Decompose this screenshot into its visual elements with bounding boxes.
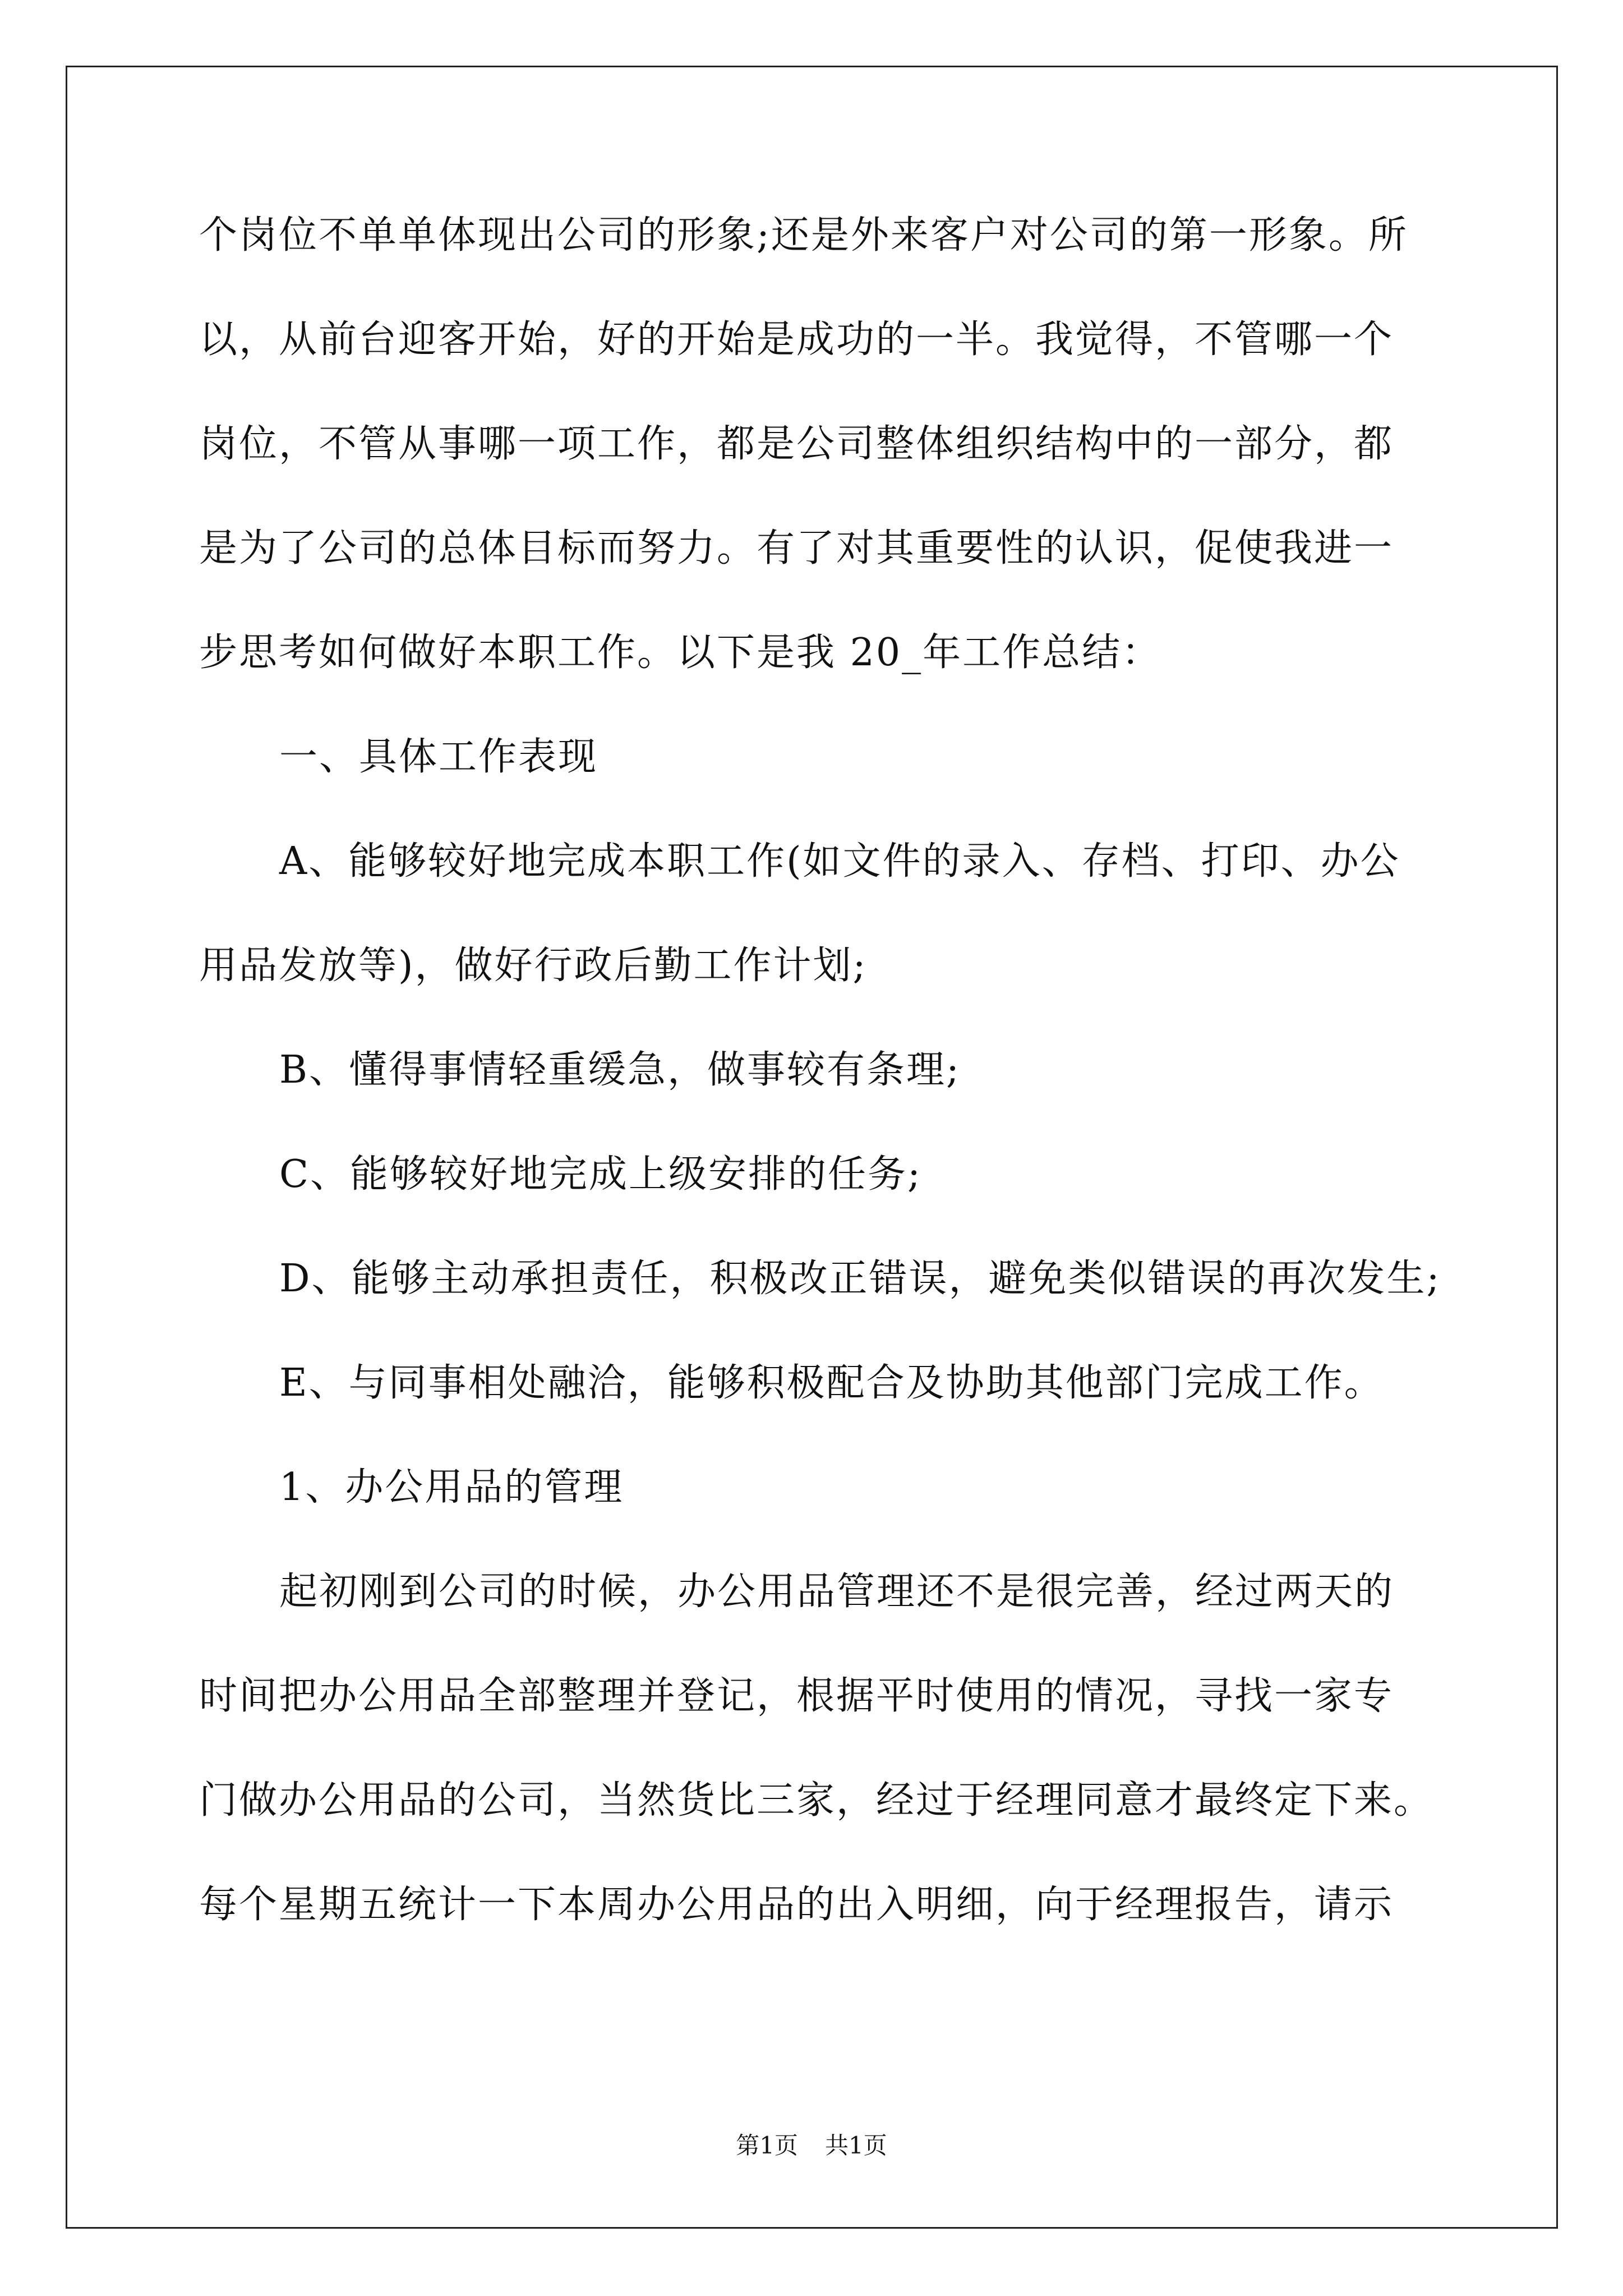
page-total: 共1页	[825, 2132, 887, 2159]
page-footer	[0, 2129, 1623, 2162]
page-number: 第1页	[736, 2132, 798, 2159]
text-line: 时间把办公用品全部整理并登记，根据平时使用的情况，寻找一家专	[199, 1674, 1394, 1718]
list-item: C、能够较好地完成上级安排的任务;	[279, 1152, 922, 1197]
section-heading: 一、具体工作表现	[279, 735, 598, 779]
text-line: 步思考如何做好本职工作。以下是我 20_年工作总结：	[199, 631, 1162, 675]
text-line: 每个星期五统计一下本周办公用品的出入明细，向于经理报告，请示	[199, 1883, 1394, 1927]
list-item: D、能够主动承担责任，积极改正错误，避免类似错误的再次发生;	[279, 1257, 1441, 1301]
text-line: 个岗位不单单体现出公司的形象;还是外来客户对公司的第一形象。所	[199, 213, 1408, 257]
list-item: B、懂得事情轻重缓急，做事较有条理;	[279, 1048, 961, 1092]
list-item: A、能够较好地完成本职工作(如文件的录入、存档、打印、办公	[279, 839, 1400, 884]
text-line: 是为了公司的总体目标而努力。有了对其重要性的认识，促使我进一	[199, 526, 1394, 570]
text-line: 门做办公用品的公司，当然货比三家，经过于经理同意才最终定下来。	[199, 1778, 1434, 1823]
text-line: 用品发放等)，做好行政后勤工作计划;	[199, 944, 868, 988]
subsection-heading: 1、办公用品的管理	[279, 1465, 624, 1510]
paragraph-start: 起初刚到公司的时候，办公用品管理还不是很完善，经过两天的	[279, 1570, 1395, 1614]
text-line: 以，从前台迎客开始，好的开始是成功的一半。我觉得，不管哪一个	[199, 318, 1394, 362]
list-item: E、与同事相处融洽，能够积极配合及协助其他部门完成工作。	[279, 1361, 1384, 1405]
text-line: 岗位，不管从事哪一项工作，都是公司整体组织结构中的一部分，都	[199, 422, 1394, 466]
